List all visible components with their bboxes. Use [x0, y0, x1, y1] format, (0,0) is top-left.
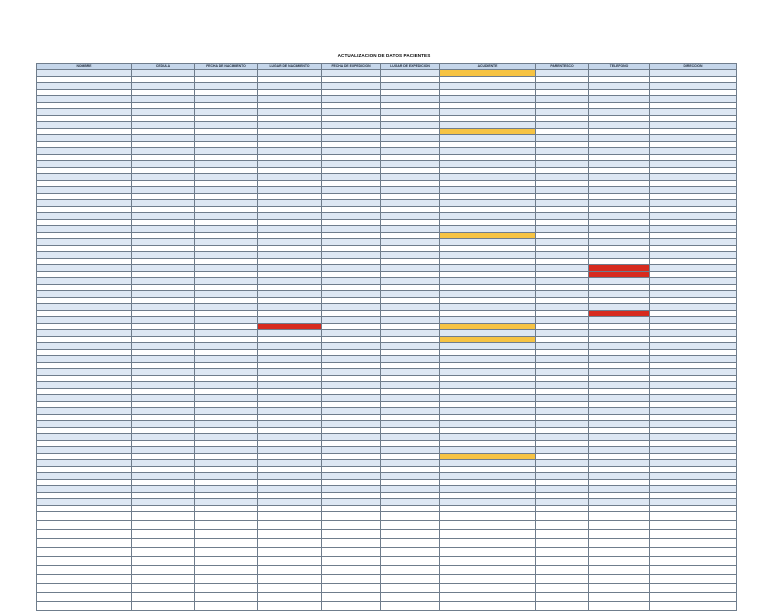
- empty-cell[interactable]: [258, 521, 322, 530]
- empty-cell[interactable]: [322, 566, 381, 575]
- empty-cell[interactable]: [37, 530, 132, 539]
- empty-cell[interactable]: [589, 584, 650, 593]
- empty-cell[interactable]: [258, 548, 322, 557]
- empty-row[interactable]: [37, 575, 737, 584]
- empty-cell[interactable]: [589, 548, 650, 557]
- empty-cell[interactable]: [322, 584, 381, 593]
- empty-row[interactable]: [37, 512, 737, 521]
- empty-cell[interactable]: [132, 557, 195, 566]
- empty-cell[interactable]: [650, 602, 737, 611]
- empty-cell[interactable]: [536, 539, 589, 548]
- column-header-fecha-nacimiento[interactable]: FECHA DE NACIMIENTO: [195, 64, 258, 70]
- empty-cell[interactable]: [589, 566, 650, 575]
- empty-cell[interactable]: [322, 530, 381, 539]
- empty-cell[interactable]: [37, 575, 132, 584]
- column-header-nombre[interactable]: NOMBRE: [37, 64, 132, 70]
- empty-cell[interactable]: [322, 539, 381, 548]
- empty-cell[interactable]: [440, 557, 536, 566]
- empty-cell[interactable]: [440, 548, 536, 557]
- empty-row[interactable]: [37, 602, 737, 611]
- empty-cell[interactable]: [37, 557, 132, 566]
- empty-cell[interactable]: [195, 530, 258, 539]
- column-header-lugar-nacimiento[interactable]: LUGAR DE NACIMIENTO: [258, 64, 322, 70]
- empty-cell[interactable]: [381, 575, 440, 584]
- column-header-acudiente[interactable]: ACUDIENTE: [440, 64, 536, 70]
- empty-cell[interactable]: [132, 566, 195, 575]
- empty-cell[interactable]: [37, 584, 132, 593]
- column-header-parentesco[interactable]: PARENTESCO: [536, 64, 589, 70]
- empty-cell[interactable]: [536, 530, 589, 539]
- empty-cell[interactable]: [650, 512, 737, 521]
- empty-cell[interactable]: [381, 521, 440, 530]
- empty-cell[interactable]: [132, 512, 195, 521]
- empty-cell[interactable]: [650, 557, 737, 566]
- empty-cell[interactable]: [589, 602, 650, 611]
- empty-cell[interactable]: [37, 566, 132, 575]
- empty-cell[interactable]: [381, 602, 440, 611]
- empty-cell[interactable]: [322, 575, 381, 584]
- empty-cell[interactable]: [195, 566, 258, 575]
- empty-cell[interactable]: [440, 539, 536, 548]
- empty-cell[interactable]: [37, 512, 132, 521]
- empty-cell[interactable]: [650, 539, 737, 548]
- empty-cell[interactable]: [195, 575, 258, 584]
- empty-cell[interactable]: [132, 602, 195, 611]
- empty-cell[interactable]: [37, 521, 132, 530]
- empty-cell[interactable]: [195, 602, 258, 611]
- empty-cell[interactable]: [195, 512, 258, 521]
- empty-cell[interactable]: [536, 548, 589, 557]
- empty-cell[interactable]: [195, 548, 258, 557]
- empty-cell[interactable]: [258, 584, 322, 593]
- empty-cell[interactable]: [440, 584, 536, 593]
- empty-cell[interactable]: [440, 575, 536, 584]
- empty-cell[interactable]: [258, 602, 322, 611]
- empty-cell[interactable]: [440, 512, 536, 521]
- patient-data-table: [36, 63, 737, 611]
- empty-cell[interactable]: [37, 602, 132, 611]
- empty-cell[interactable]: [381, 539, 440, 548]
- empty-cell[interactable]: [650, 548, 737, 557]
- empty-cell[interactable]: [650, 584, 737, 593]
- empty-cell[interactable]: [195, 539, 258, 548]
- empty-row[interactable]: [37, 539, 737, 548]
- empty-cell[interactable]: [195, 557, 258, 566]
- empty-cell[interactable]: [589, 512, 650, 521]
- table-body: [37, 70, 737, 611]
- empty-cell[interactable]: [440, 602, 536, 611]
- column-header-direccion[interactable]: DIRECCION: [650, 64, 737, 70]
- empty-cell[interactable]: [536, 557, 589, 566]
- empty-cell[interactable]: [37, 548, 132, 557]
- empty-cell[interactable]: [589, 557, 650, 566]
- empty-cell[interactable]: [536, 584, 589, 593]
- empty-cell[interactable]: [322, 521, 381, 530]
- empty-cell[interactable]: [650, 566, 737, 575]
- empty-cell[interactable]: [381, 584, 440, 593]
- empty-cell[interactable]: [440, 521, 536, 530]
- empty-row[interactable]: [37, 530, 737, 539]
- empty-row[interactable]: [37, 521, 737, 530]
- empty-cell[interactable]: [322, 512, 381, 521]
- column-header-lugar-expedicion[interactable]: LUGAR DE EXPEDICION: [381, 64, 440, 70]
- empty-cell[interactable]: [440, 566, 536, 575]
- empty-cell[interactable]: [381, 530, 440, 539]
- page-title: ACTUALIZACION DE DATOS PACIENTES: [337, 53, 431, 58]
- empty-cell[interactable]: [381, 548, 440, 557]
- empty-cell[interactable]: [258, 557, 322, 566]
- empty-cell[interactable]: [589, 530, 650, 539]
- empty-cell[interactable]: [258, 566, 322, 575]
- empty-cell[interactable]: [132, 548, 195, 557]
- empty-cell[interactable]: [589, 521, 650, 530]
- empty-cell[interactable]: [381, 566, 440, 575]
- empty-cell[interactable]: [589, 575, 650, 584]
- empty-cell[interactable]: [381, 512, 440, 521]
- empty-cell[interactable]: [195, 521, 258, 530]
- empty-cell[interactable]: [322, 557, 381, 566]
- empty-cell[interactable]: [132, 521, 195, 530]
- empty-cell[interactable]: [536, 512, 589, 521]
- empty-row[interactable]: [37, 566, 737, 575]
- empty-row[interactable]: [37, 584, 737, 593]
- empty-cell[interactable]: [650, 521, 737, 530]
- column-header-fecha-expedicion[interactable]: FECHA DE EXPEDICION: [322, 64, 381, 70]
- empty-cell[interactable]: [536, 602, 589, 611]
- empty-row[interactable]: [37, 557, 737, 566]
- empty-cell[interactable]: [132, 575, 195, 584]
- empty-cell[interactable]: [536, 575, 589, 584]
- empty-cell[interactable]: [650, 530, 737, 539]
- empty-cell[interactable]: [536, 521, 589, 530]
- empty-cell[interactable]: [536, 566, 589, 575]
- empty-cell[interactable]: [258, 512, 322, 521]
- empty-cell[interactable]: [37, 539, 132, 548]
- empty-cell[interactable]: [381, 557, 440, 566]
- empty-cell[interactable]: [132, 584, 195, 593]
- empty-cell[interactable]: [132, 539, 195, 548]
- empty-cell[interactable]: [258, 575, 322, 584]
- empty-cell[interactable]: [258, 539, 322, 548]
- empty-cell[interactable]: [322, 602, 381, 611]
- empty-cell[interactable]: [132, 530, 195, 539]
- empty-cell[interactable]: [589, 539, 650, 548]
- empty-cell[interactable]: [258, 530, 322, 539]
- empty-cell[interactable]: [440, 530, 536, 539]
- column-header-cedula[interactable]: CEDULA: [132, 64, 195, 70]
- column-header-telefono[interactable]: TELEFONO: [589, 64, 650, 70]
- empty-cell[interactable]: [195, 584, 258, 593]
- empty-cell[interactable]: [650, 575, 737, 584]
- empty-row[interactable]: [37, 548, 737, 557]
- empty-cell[interactable]: [322, 548, 381, 557]
